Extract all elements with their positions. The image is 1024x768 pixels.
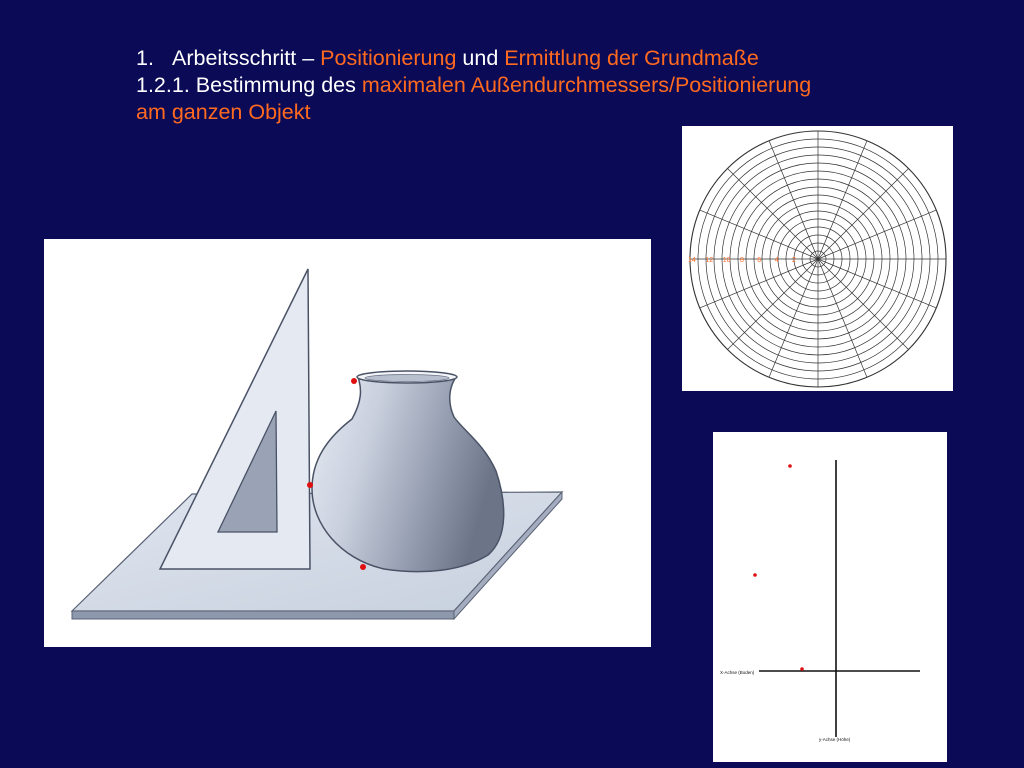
heading-text: und [456, 46, 505, 70]
polar-scale-label: 6 [757, 257, 762, 264]
vase-illustration [44, 239, 651, 647]
vase-drawing [44, 239, 651, 647]
polar-spoke [818, 168, 909, 259]
polar-spoke [727, 168, 818, 259]
heading-line-2 [136, 72, 996, 99]
base-plate-edge [72, 611, 454, 619]
polar-scale-label: 14 [688, 257, 696, 264]
polar-spoke [727, 259, 818, 350]
polar-scale-label: 2 [792, 257, 796, 264]
polar-scale-label: 8 [740, 257, 744, 264]
polar-scale-label: 12 [705, 257, 714, 264]
list-number: 1. [136, 46, 154, 70]
profile-point-base [800, 667, 804, 671]
polar-grid [682, 126, 953, 391]
polar-diameter-chart [682, 126, 953, 391]
heading-line-1 [136, 45, 996, 72]
profile-point-rim [788, 464, 792, 468]
heading-highlight: am ganzen Objekt [136, 100, 311, 124]
heading-highlight: Ermittlung der Grundmaße [504, 46, 759, 70]
polar-spoke [818, 259, 909, 350]
vase-opening [365, 375, 449, 382]
heading-highlight: Positionierung [320, 46, 457, 70]
polar-scale-label: 10 [722, 257, 731, 264]
heading-text: 1.2.1. Bestimmung des [136, 73, 362, 97]
axes-chart [713, 432, 947, 762]
polar-scale-label: 4 [774, 257, 779, 264]
marker-max-diameter [307, 482, 313, 488]
axes-drawing [713, 432, 947, 762]
vase [312, 377, 504, 572]
heading-text: Arbeitsschritt – [172, 46, 321, 70]
y-axis-label: y-Achse (Höhe) [819, 737, 851, 742]
profile-point-max [753, 573, 757, 577]
heading-highlight: maximalen Außendurchmessers/Positionierung [361, 73, 812, 97]
heading-line-3 [136, 99, 996, 126]
marker-rim [351, 378, 357, 384]
x-axis-label: X-Achse (Boden) [720, 670, 755, 675]
marker-base [360, 564, 366, 570]
slide-heading [136, 45, 996, 126]
